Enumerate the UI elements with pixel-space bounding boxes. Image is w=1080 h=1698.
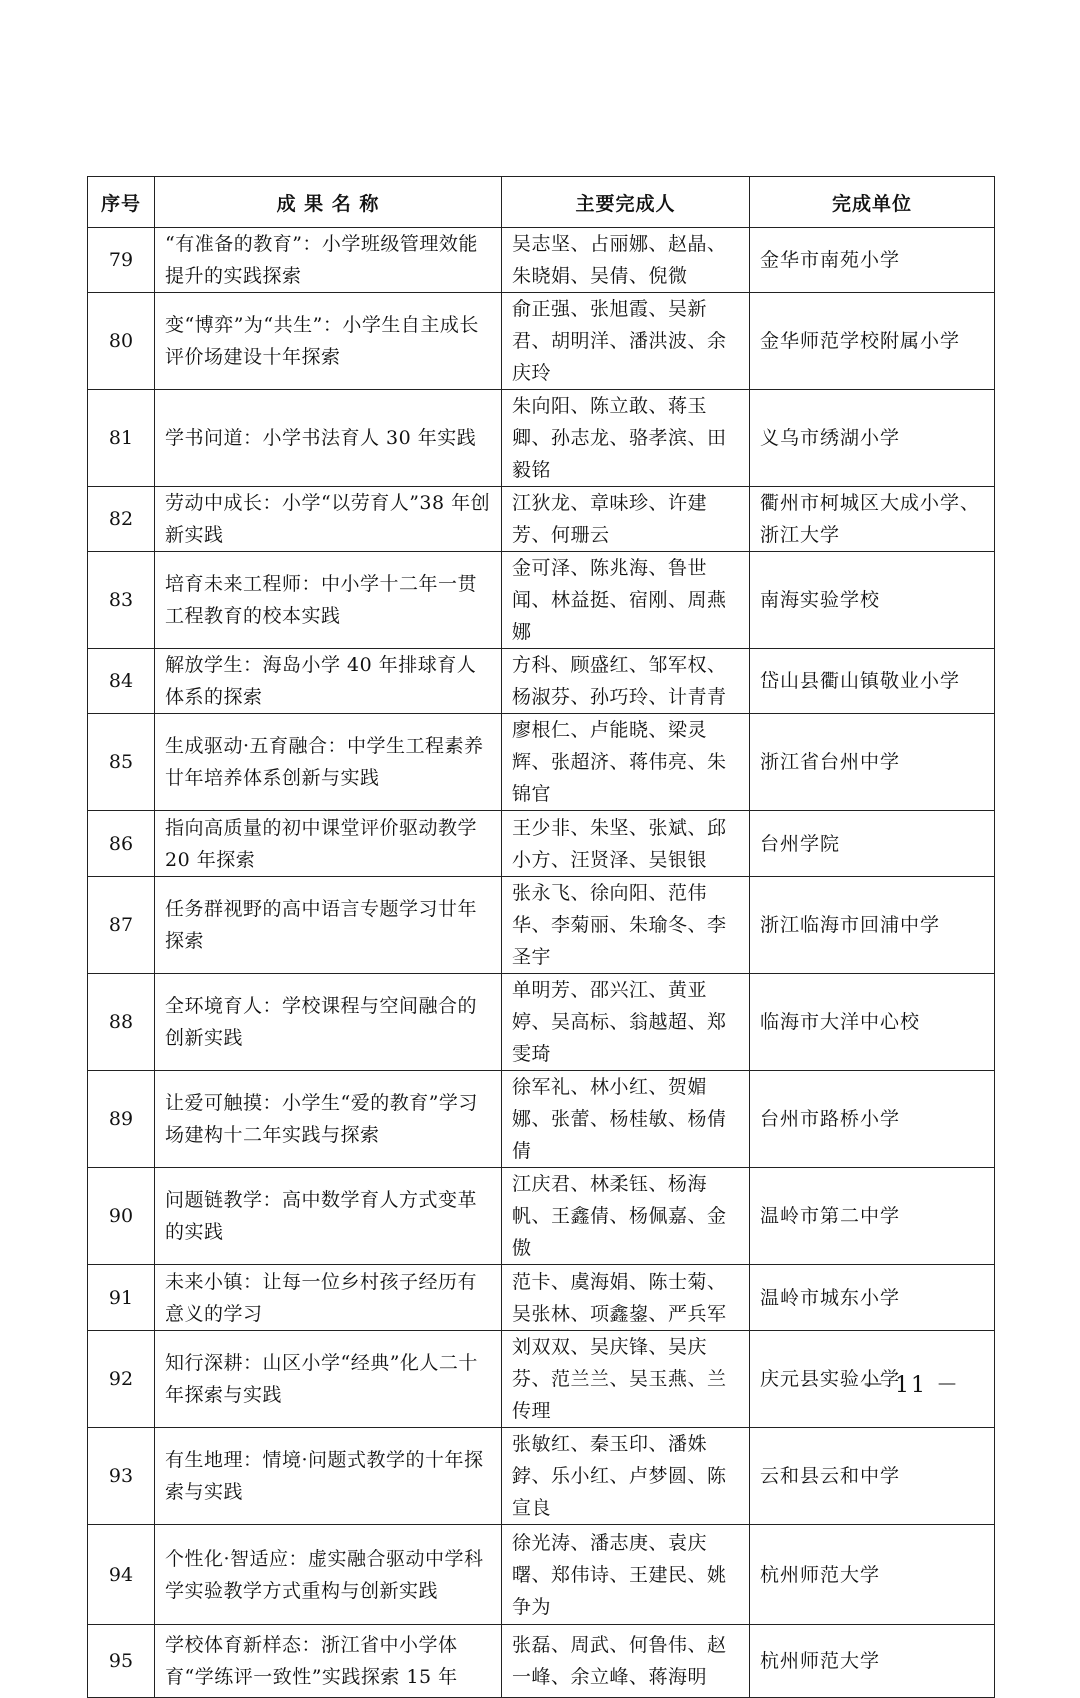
main-contributors: 廖根仁、卢能晓、梁灵辉、张超济、蒋伟亮、朱锦官 bbox=[502, 714, 750, 811]
table-row bbox=[88, 293, 995, 390]
row-number: 95 bbox=[88, 1625, 155, 1698]
header-name: 成 果 名 称 bbox=[155, 177, 502, 228]
main-contributors: 朱向阳、陈立敢、蒋玉卿、孙志龙、骆孝滨、田毅铭 bbox=[502, 390, 750, 487]
achievement-name: 任务群视野的高中语言专题学习廿年探索 bbox=[155, 877, 502, 974]
table-row bbox=[88, 1168, 995, 1265]
completing-unit: 南海实验学校 bbox=[750, 552, 995, 649]
table-row bbox=[88, 1265, 995, 1331]
main-contributors: 江狄龙、章味珍、许建芳、何珊云 bbox=[502, 487, 750, 552]
row-number: 94 bbox=[88, 1525, 155, 1625]
table-row bbox=[88, 1428, 995, 1525]
achievement-name: 学校体育新样态：浙江省中小学体育“学练评一致性”实践探索 15 年 bbox=[155, 1625, 502, 1698]
achievement-name: 生成驱动·五育融合：中学生工程素养廿年培养体系创新与实践 bbox=[155, 714, 502, 811]
row-number: 89 bbox=[88, 1071, 155, 1168]
completing-unit: 温岭市城东小学 bbox=[750, 1265, 995, 1331]
main-contributors: 刘双双、吴庆锋、吴庆芬、范兰兰、吴玉燕、兰传理 bbox=[502, 1331, 750, 1428]
completing-unit: 浙江省台州中学 bbox=[750, 714, 995, 811]
main-contributors: 王少非、朱坚、张斌、邱小方、汪贤泽、吴银银 bbox=[502, 811, 750, 877]
main-contributors: 徐军礼、林小红、贺媚娜、张蕾、杨桂敏、杨倩倩 bbox=[502, 1071, 750, 1168]
completing-unit: 温岭市第二中学 bbox=[750, 1168, 995, 1265]
achievement-name: “有准备的教育”：小学班级管理效能提升的实践探索 bbox=[155, 228, 502, 293]
completing-unit: 杭州师范大学 bbox=[750, 1625, 995, 1698]
row-number: 84 bbox=[88, 649, 155, 714]
header-people: 主要完成人 bbox=[502, 177, 750, 228]
achievement-name: 培育未来工程师：中小学十二年一贯工程教育的校本实践 bbox=[155, 552, 502, 649]
row-number: 90 bbox=[88, 1168, 155, 1265]
table-row bbox=[88, 1525, 995, 1625]
completing-unit: 衢州市柯城区大成小学、浙江大学 bbox=[750, 487, 995, 552]
row-number: 86 bbox=[88, 811, 155, 877]
table-row bbox=[88, 811, 995, 877]
achievement-name: 个性化·智适应：虚实融合驱动中学科学实验教学方式重构与创新实践 bbox=[155, 1525, 502, 1625]
header-num: 序号 bbox=[88, 177, 155, 228]
completing-unit: 义乌市绣湖小学 bbox=[750, 390, 995, 487]
achievement-name: 问题链教学：高中数学育人方式变革的实践 bbox=[155, 1168, 502, 1265]
table-row bbox=[88, 649, 995, 714]
main-contributors: 江庆君、林柔钰、杨海帆、王鑫倩、杨佩嘉、金傲 bbox=[502, 1168, 750, 1265]
main-contributors: 单明芳、邵兴江、黄亚婷、吴高标、翁越超、郑雯琦 bbox=[502, 974, 750, 1071]
main-contributors: 张敏红、秦玉印、潘姝鋍、乐小红、卢梦圆、陈宣良 bbox=[502, 1428, 750, 1525]
table-row bbox=[88, 552, 995, 649]
achievement-name: 全环境育人：学校课程与空间融合的创新实践 bbox=[155, 974, 502, 1071]
table-row bbox=[88, 1625, 995, 1698]
table-row bbox=[88, 974, 995, 1071]
completing-unit: 杭州师范大学 bbox=[750, 1525, 995, 1625]
header-unit: 完成单位 bbox=[750, 177, 995, 228]
page-number: － 11 － bbox=[862, 1373, 960, 1398]
table-row bbox=[88, 487, 995, 552]
table-row bbox=[88, 714, 995, 811]
row-number: 93 bbox=[88, 1428, 155, 1525]
completing-unit: 金华市南苑小学 bbox=[750, 228, 995, 293]
row-number: 83 bbox=[88, 552, 155, 649]
table-row bbox=[88, 1071, 995, 1168]
table-row bbox=[88, 877, 995, 974]
completing-unit: 临海市大洋中心校 bbox=[750, 974, 995, 1071]
achievement-name: 变“博弈”为“共生”：小学生自主成长评价场建设十年探索 bbox=[155, 293, 502, 390]
row-number: 88 bbox=[88, 974, 155, 1071]
main-contributors: 张永飞、徐向阳、范伟华、李菊丽、朱瑜冬、李圣宇 bbox=[502, 877, 750, 974]
main-contributors: 金可泽、陈兆海、鲁世闻、林益挺、宿刚、周燕娜 bbox=[502, 552, 750, 649]
row-number: 81 bbox=[88, 390, 155, 487]
main-contributors: 徐光涛、潘志庚、袁庆曙、郑伟诗、王建民、姚争为 bbox=[502, 1525, 750, 1625]
main-contributors: 吴志坚、占丽娜、赵晶、朱晓娟、吴倩、倪微 bbox=[502, 228, 750, 293]
completing-unit: 台州学院 bbox=[750, 811, 995, 877]
achievement-name: 有生地理：情境·问题式教学的十年探索与实践 bbox=[155, 1428, 502, 1525]
row-number: 85 bbox=[88, 714, 155, 811]
row-number: 91 bbox=[88, 1265, 155, 1331]
completing-unit: 云和县云和中学 bbox=[750, 1428, 995, 1525]
main-contributors: 俞正强、张旭霞、吴新君、胡明洋、潘洪波、余庆玲 bbox=[502, 293, 750, 390]
achievement-name: 未来小镇：让每一位乡村孩子经历有意义的学习 bbox=[155, 1265, 502, 1331]
row-number: 79 bbox=[88, 228, 155, 293]
achievement-name: 解放学生：海岛小学 40 年排球育人体系的探索 bbox=[155, 649, 502, 714]
main-contributors: 张磊、周武、何鲁伟、赵一峰、余立峰、蒋海明 bbox=[502, 1625, 750, 1698]
row-number: 80 bbox=[88, 293, 155, 390]
table-row bbox=[88, 390, 995, 487]
row-number: 82 bbox=[88, 487, 155, 552]
main-contributors: 范卡、虞海娟、陈士菊、吴张林、项鑫鋆、严兵军 bbox=[502, 1265, 750, 1331]
table-row bbox=[88, 228, 995, 293]
achievement-name: 学书问道：小学书法育人 30 年实践 bbox=[155, 390, 502, 487]
completing-unit: 浙江临海市回浦中学 bbox=[750, 877, 995, 974]
table-row bbox=[88, 1331, 995, 1428]
completing-unit: 金华师范学校附属小学 bbox=[750, 293, 995, 390]
completing-unit: 台州市路桥小学 bbox=[750, 1071, 995, 1168]
main-contributors: 方科、顾盛红、邹军权、杨淑芬、孙巧玲、计青青 bbox=[502, 649, 750, 714]
completing-unit: 岱山县衢山镇敬业小学 bbox=[750, 649, 995, 714]
achievement-name: 指向高质量的初中课堂评价驱动教学 20 年探索 bbox=[155, 811, 502, 877]
achievement-name: 让爱可触摸：小学生“爱的教育”学习场建构十二年实践与探索 bbox=[155, 1071, 502, 1168]
achievement-name: 劳动中成长：小学“以劳育人”38 年创新实践 bbox=[155, 487, 502, 552]
completing-unit: 庆元县实验小学 bbox=[750, 1331, 995, 1428]
table-header-row bbox=[88, 177, 995, 228]
row-number: 87 bbox=[88, 877, 155, 974]
achievement-name: 知行深耕：山区小学“经典”化人二十年探索与实践 bbox=[155, 1331, 502, 1428]
row-number: 92 bbox=[88, 1331, 155, 1428]
achievements-table bbox=[87, 176, 995, 1698]
